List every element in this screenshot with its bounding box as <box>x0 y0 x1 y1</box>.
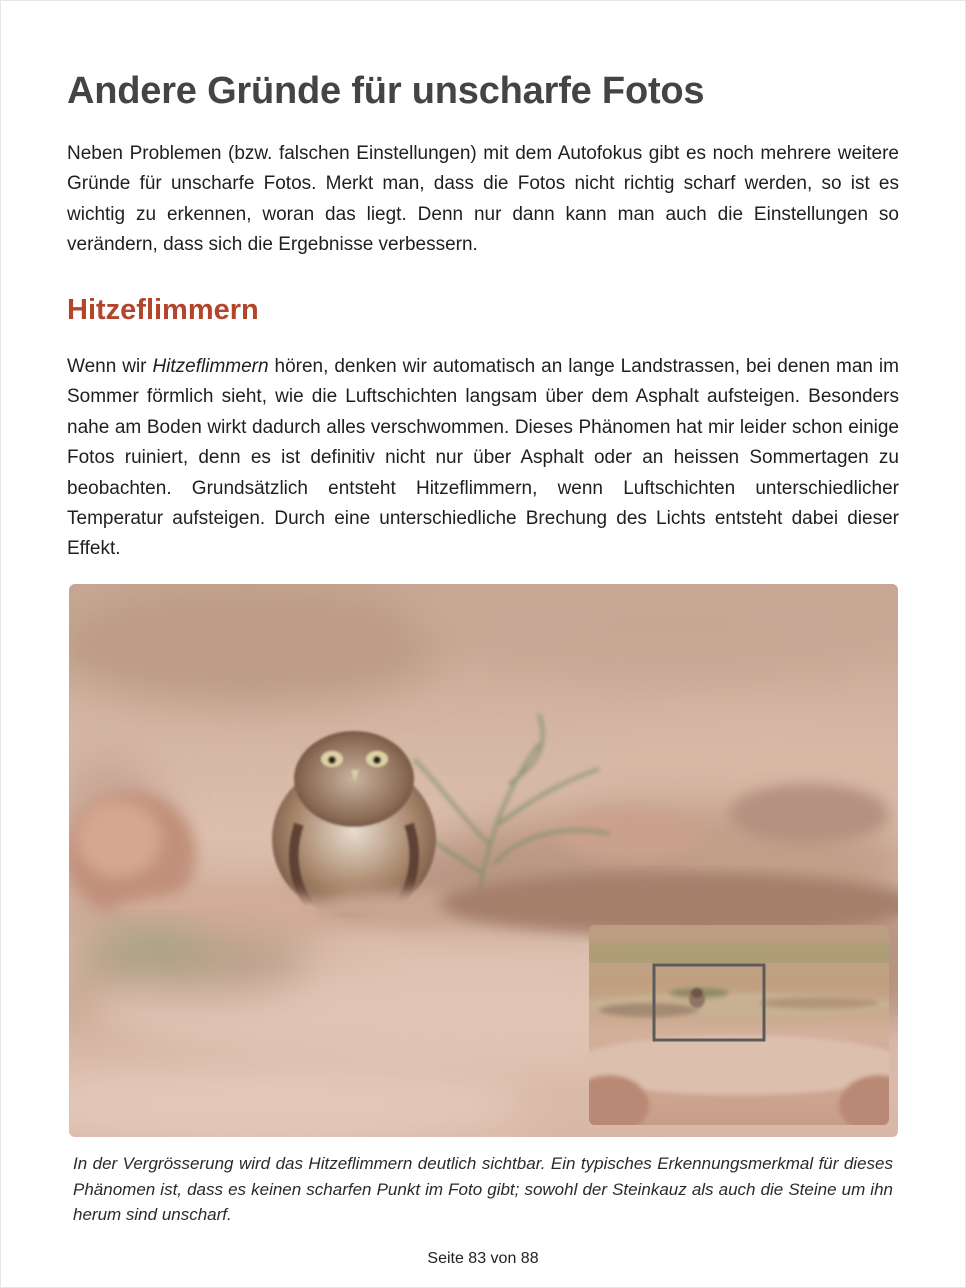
owl-photo <box>69 584 898 1137</box>
text-before: Wenn wir <box>67 356 153 377</box>
page-number: Seite 83 von 88 <box>427 1250 539 1267</box>
section-title: Hitzeflimmern <box>67 294 259 326</box>
text-after: hören, denken wir automatisch an lange Landstrassen, bei denen man im Sommer förmlich sieht, wie die Luftschichten langsam über dem Asphalt aufsteigen. Besonders nahe am Boden wirkt dadurch alles verschwommen. Dieses Phänomen hat mir leider schon einige Fotos ruiniert, denn es ist definitiv nicht nur über Asphalt oder an heissen Sommertagen zu beobachten. Grundsätzlich entsteht Hitzeflimmern, wenn Luftschichten unterschiedlicher Temperatur aufsteigen. Durch eine unterschiedliche Brechung des Lichts entsteht dabei dieser Effekt. <box>67 356 899 560</box>
section-paragraph <box>67 352 899 565</box>
intro-paragraph: Neben Problemen (bzw. falschen Einstellungen) mit dem Autofokus gibt es noch mehrere weitere Gründe für unscharfe Fotos. Merkt man, dass die Fotos nicht richtig scharf werden, so ist es wichtig zu erkennen, woran das liegt. Denn nur dann kann man auch die Einstellungen so verändern, dass sich die Ergebnisse verbessern. <box>67 143 899 256</box>
page-title: Andere Gründe für unscharfe Fotos <box>67 70 705 112</box>
figure-caption: In der Vergrösserung wird das Hitzeflimmern deutlich sichtbar. Ein typisches Erkennungsmerkmal für dieses Phänomen ist, dass es keinen scharfen Punkt im Foto gibt; sowohl der Steinkauz als auch die Steine um ihn herum sind unscharf. <box>73 1154 893 1224</box>
emphasized-term: Hitzeflimmern <box>152 356 269 377</box>
